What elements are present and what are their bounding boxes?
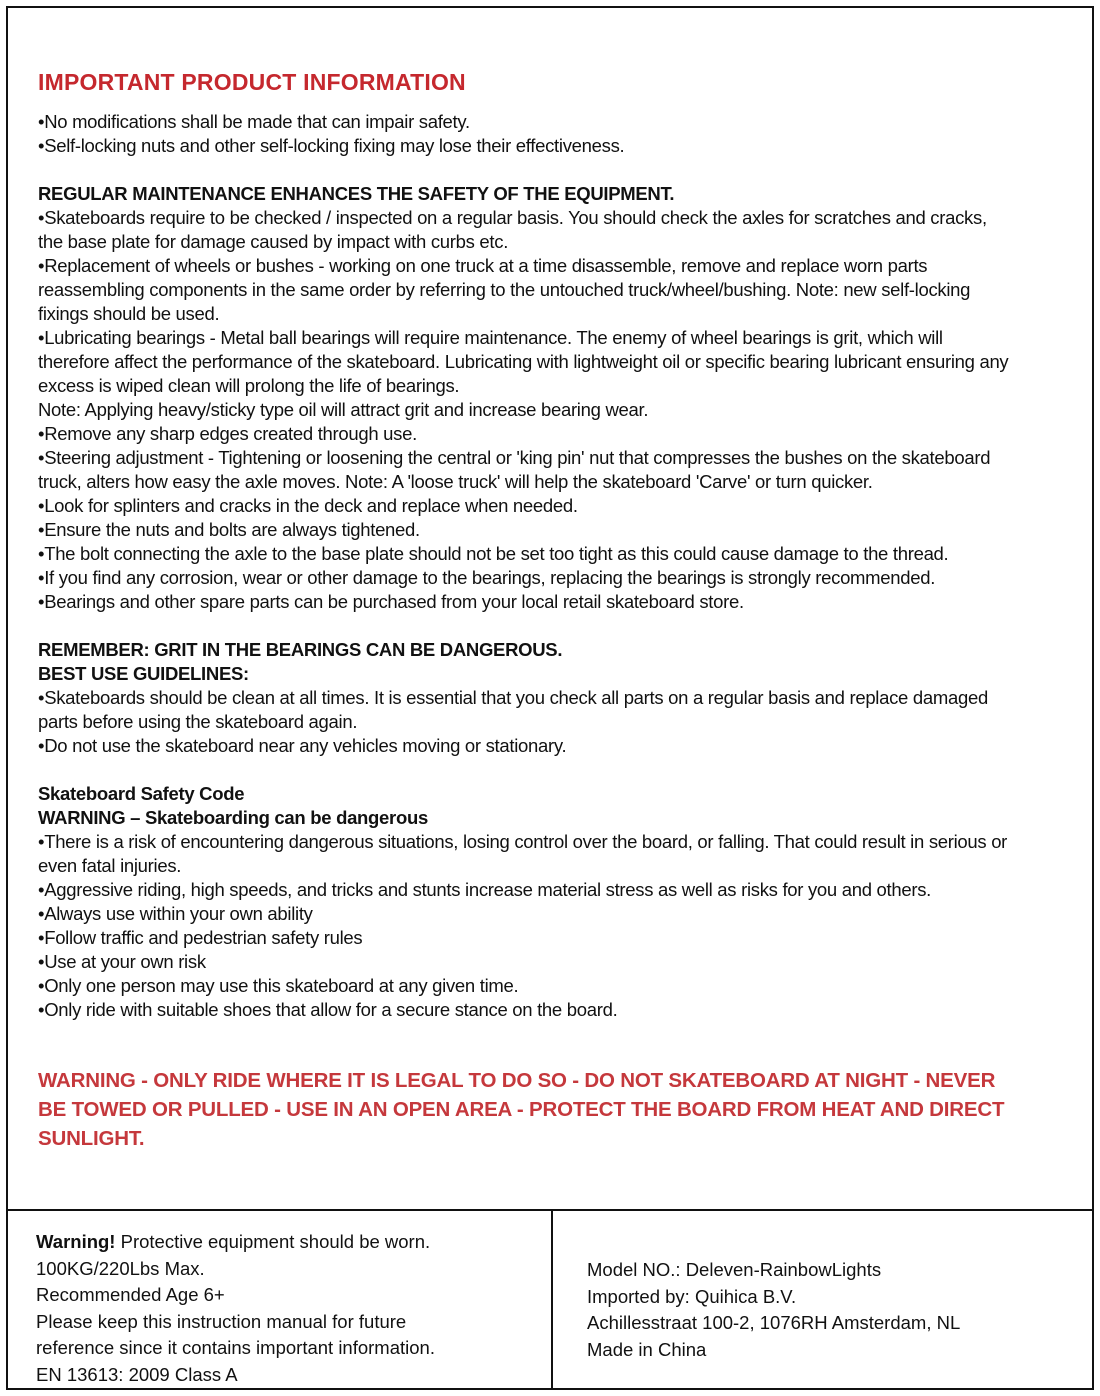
bullet-item: • Only one person may use this skateboard at any given time. — [38, 974, 1013, 998]
bullet-item: • Replacement of wheels or bushes - working on one truck at a time disassemble, remove and replace worn parts reassembling components in the same order by referring to the untouched truck/wheel/bushing. Note: new self-locking fixings should be used. — [38, 254, 1013, 326]
section-maintenance — [38, 182, 1013, 614]
bullet-item: • Do not use the skateboard near any vehicles moving or stationary. — [38, 734, 1013, 758]
note-line: Note: Applying heavy/sticky type oil will attract grit and increase bearing wear. — [38, 399, 649, 420]
bullet-item: • Look for splinters and cracks in the deck and replace when needed. — [38, 494, 1013, 518]
footer-table — [8, 1209, 1092, 1388]
footer-line: Please keep this instruction manual for future — [36, 1310, 407, 1332]
section-intro — [38, 110, 1013, 158]
bullet-item: • There is a risk of encountering dangerous situations, losing control over the board, or falling. That could result in serious or even fatal injuries. — [38, 830, 1013, 878]
bullet-item: • Only ride with suitable shoes that allow for a secure stance on the board. — [38, 998, 1013, 1022]
bullet-item: • Use at your own risk — [38, 950, 1013, 974]
bullet-item: • Steering adjustment - Tightening or loosening the central or 'king pin' nut that compresses the bushes on the skateboard truck, alters how easy the axle moves. Note: A 'loose truck' will help the skateboard 'Carve' or turn quicker. — [38, 446, 1013, 494]
warning-banner: WARNING - ONLY RIDE WHERE IT IS LEGAL TO DO SO - DO NOT SKATEBOARD AT NIGHT - NEVER BE TOWED OR PULLED - USE IN AN OPEN AREA - PROTECT THE BOARD FROM HEAT AND DIRECT SUNLIGHT. — [38, 1069, 1005, 1150]
document-sheet — [6, 6, 1094, 1390]
bullet-item: • Skateboards should be clean at all times. It is essential that you check all parts on a regular basis and replace damaged parts before using the skateboard again. — [38, 686, 1013, 734]
bullet-item: • Self-locking nuts and other self-locking fixing may lose their effectiveness. — [38, 134, 1013, 158]
footer-line: Made in China — [587, 1338, 707, 1360]
section-heading: BEST USE GUIDELINES: — [38, 663, 249, 684]
page-title: IMPORTANT PRODUCT INFORMATION — [38, 69, 466, 95]
section-guidelines — [38, 638, 1013, 758]
bullet-item: • Aggressive riding, high speeds, and tricks and stunts increase material stress as well as risks for you and others. — [38, 878, 1013, 902]
bullet-item: • Bearings and other spare parts can be purchased from your local retail skateboard store. — [38, 590, 1013, 614]
bullet-item: • Always use within your own ability — [38, 902, 1013, 926]
section-heading: REGULAR MAINTENANCE ENHANCES THE SAFETY OF THE EQUIPMENT. — [38, 183, 675, 204]
footer-line: reference since it contains important information. — [36, 1337, 435, 1358]
footer-line: Achillesstraat 100-2, 1076RH Amsterdam, NL — [587, 1312, 961, 1333]
section-safety-code — [38, 782, 1013, 1022]
footer-line: 100KG/220Lbs Max. — [36, 1257, 205, 1279]
section-heading: REMEMBER: GRIT IN THE BEARINGS CAN BE DANGEROUS. — [38, 639, 563, 660]
footer-line: Imported by: Quihica B.V. — [587, 1285, 797, 1307]
footer-warning-line — [36, 1229, 531, 1256]
bullet-item: • Follow traffic and pedestrian safety rules — [38, 926, 1013, 950]
section-heading: Skateboard Safety Code — [38, 783, 245, 804]
footer-line: Model NO.: Deleven-RainbowLights — [587, 1259, 882, 1280]
warning-rest: Protective equipment should be worn. — [115, 1231, 431, 1252]
footer-line: Recommended Age 6+ — [36, 1284, 225, 1305]
section-heading: WARNING – Skateboarding can be dangerous — [38, 807, 428, 828]
bullet-item: • Skateboards require to be checked / inspected on a regular basis. You should check the axles for scratches and cracks, the base plate for damage caused by impact with curbs etc. — [38, 206, 1013, 254]
bullet-item: • The bolt connecting the axle to the base plate should not be set too tight as this could cause damage to the thread. — [38, 542, 1013, 566]
warning-label: Warning! — [36, 1231, 116, 1252]
footer-manufacturer-box — [553, 1211, 1092, 1388]
bullet-item: • Ensure the nuts and bolts are always tightened. — [38, 518, 1013, 542]
footer-safety-box — [8, 1211, 553, 1388]
bullet-item: • No modifications shall be made that can impair safety. — [38, 110, 1013, 134]
bullet-item: • Lubricating bearings - Metal ball bearings will require maintenance. The enemy of wheel bearings is grit, which will therefore affect the performance of the skateboard. Lubricating with lightweight oil or specific bearing lubricant ensuring any excess is wiped clean will prolong the life of bearings. — [38, 326, 1013, 398]
main-content — [8, 8, 1043, 1209]
bullet-item: • Remove any sharp edges created through use. — [38, 422, 1013, 446]
footer-line: EN 13613: 2009 Class A — [36, 1363, 238, 1385]
bullet-item: • If you find any corrosion, wear or other damage to the bearings, replacing the bearings is strongly recommended. — [38, 566, 1013, 590]
